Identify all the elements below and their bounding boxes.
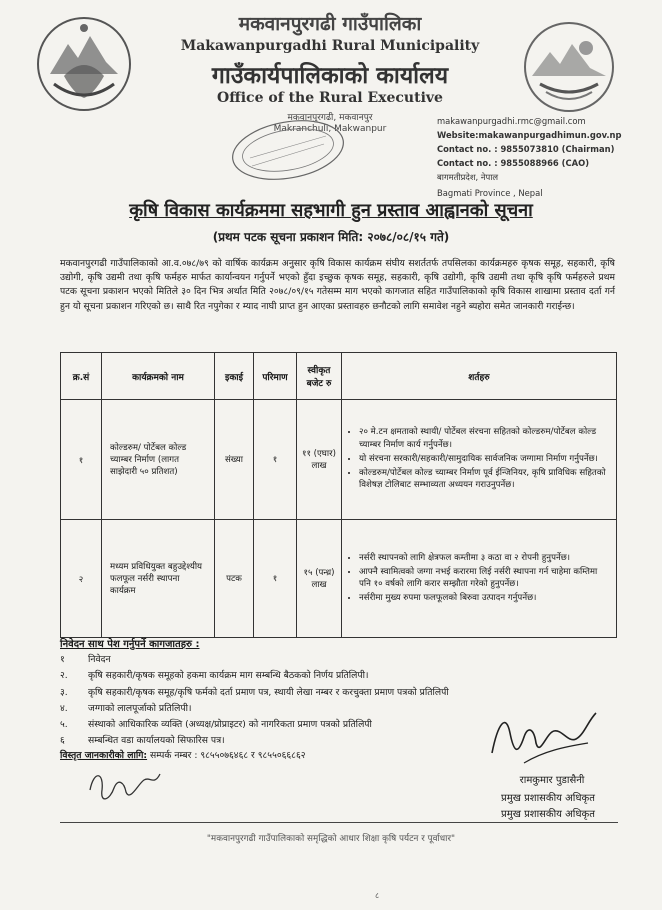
table-header-row: [61, 353, 617, 400]
row-program-name: कोल्डरुम/ पोर्टेबल कोल्ड च्याम्बर निर्माण (लागत साझेदारी ५० प्रतिशत): [102, 400, 215, 520]
item-number: २.: [60, 670, 68, 682]
item-number: ३.: [60, 686, 68, 698]
contact-website[interactable]: Website:makawanpurgadhimun.gov.np: [437, 130, 622, 140]
row-quantity: १: [254, 520, 297, 638]
item-number: १: [60, 654, 65, 665]
condition-item: • कोल्डरुम/पोर्टेबल कोल्ड च्याम्बर निर्माण पूर्व ईन्जिनियर, कृषि प्राविधिक सहितको विशेषज्ञ टोलिबाट सम्भाव्यता अध्ययन गराउनुपर्नेछ।: [359, 467, 611, 491]
condition-item: • नर्सरी स्थापनको लागि क्षेत्रफल कम्तीमा ३ कठा वा २ रोपनी हुनुपर्नेछ।: [359, 552, 611, 564]
header-conditions: शर्तहरु: [342, 353, 617, 400]
list-item: [60, 685, 620, 701]
documents-heading: निवेदन साथ पेश गर्नुपर्ने कागजातहरु :: [60, 639, 200, 650]
location-np: मकवानपुरगढी, मकवानपुर: [287, 113, 373, 123]
row-unit: पटक: [215, 520, 254, 638]
province-en: Bagmati Province , Nepal: [437, 188, 543, 198]
item-text: जग्गाको लालपूर्जाको प्रतिलिपी।: [88, 702, 192, 714]
table-row: [61, 400, 617, 520]
office-name-np: गाउँकार्यपालिकाको कार्यालय: [211, 63, 449, 89]
footer-divider: [60, 822, 618, 823]
header-unit: इकाई: [215, 353, 254, 400]
more-info-contacts: सम्पर्क नम्बर : ९८५५०७६४६८ र ९८५५०६६८६२: [147, 750, 306, 761]
row-budget: ११ (एघार) लाख: [297, 400, 342, 520]
contact-email[interactable]: makawanpurgadhi.rmc@gmail.com: [437, 116, 586, 126]
nepal-emblem-logo: [34, 14, 134, 114]
notice-subtitle: (प्रथम पटक सूचना प्रकाशन मिति: २०७८/०८/१५ गते): [212, 230, 450, 244]
footer-slogan: "मकवानपुरगढी गाउँपालिकाको समृद्धिको आधार शिक्षा कृषि पर्यटन र पूर्वाधार": [206, 834, 456, 844]
item-text: कृषि सहकारी/कृषक समूहको हकमा कार्यक्रम माग सम्बन्धि बैठकको निर्णय प्रतिलिपी।: [88, 670, 369, 682]
row-conditions: [342, 400, 617, 520]
item-text: सम्बन्धित वडा कार्यालयको सिफारिस पत्र।: [88, 735, 225, 747]
page-mark: ८: [375, 891, 380, 900]
row-sn: १: [61, 400, 102, 520]
condition-item: • यो संरचना सरकारी/सहकारी/सामुदायिक सार्वजनिक जग्गामा निर्माण गर्नुपर्नेछ।: [359, 453, 611, 465]
row-budget: १५ (पन्ध्र) लाख: [297, 520, 342, 638]
signatory-post: प्रमुख प्रशासकीय अधिकृत: [501, 793, 595, 804]
contact-phone-cao: Contact no. : 9855088966 (CAO): [437, 158, 590, 168]
row-unit: संख्या: [215, 400, 254, 520]
header-program-name: कार्यक्रमको नाम: [102, 353, 215, 400]
initials-signature: [84, 760, 164, 810]
row-conditions: [342, 520, 617, 638]
header-sn: क्र.सं: [61, 353, 102, 400]
row-quantity: १: [254, 400, 297, 520]
municipality-name-np: मकवानपुरगढी गाउँपालिका: [238, 13, 422, 35]
more-info-label: विस्तृत जानकारीको लागि:: [60, 750, 148, 761]
municipality-name-en: Makawanpurgadhi Rural Municipality: [180, 38, 480, 54]
notice-title: कृषि विकास कार्यक्रममा सहभागी हुन प्रस्ताव आह्वानको सूचना: [129, 200, 533, 221]
program-table: [60, 352, 617, 638]
officer-signature: [484, 703, 604, 773]
row-program-name: मध्यम प्रविधियुक्त बहुउद्देश्यीय फलफूल नर्सरी स्थापना कार्यक्रम: [102, 520, 215, 638]
item-number: ५.: [60, 719, 68, 731]
signatory-name: रामकुमार पुडासैनी: [519, 775, 585, 786]
item-number: ४.: [60, 702, 68, 714]
signatory-post-repeat: प्रमुख प्रशासकीय अधिकृत: [501, 809, 595, 820]
condition-item: • नर्सरीमा मुख्य रुपमा फलफूलको बिरुवा उत्पादन गर्नुपर्नेछ।: [359, 592, 611, 604]
list-item: [60, 652, 620, 668]
item-number: ६: [60, 735, 65, 747]
location-en: Makranchuli, Makwanpur: [273, 124, 387, 134]
header-quantity: परिमाण: [254, 353, 297, 400]
item-text: कृषि सहकारी/कृषक समूह/कृषि फर्मको दर्ता प्रमाण पत्र, स्थायी लेखा नम्बर र करचुक्ता प्रमाण पत्रको प्रतिलिपी: [88, 686, 449, 698]
office-stamp: [228, 118, 348, 182]
item-text: संस्थाको आधिकारिक व्यक्ति (अध्यक्ष/प्रोप्राइटर) को नागरिकता प्रमाण पत्रको प्रतिलिपी: [88, 719, 372, 731]
condition-item: • २० मे.टन क्षमताको स्थायी/ पोर्टेबल संरचना सहितको कोल्डरुम/पोर्टेबल कोल्ड च्याम्बर निर्माण कार्य गर्नुपर्नेछ।: [359, 426, 611, 450]
contact-phone-chairman: Contact no. : 9855073810 (Chairman): [437, 144, 615, 154]
list-item: [60, 668, 620, 684]
header-budget: स्वीकृत बजेट रु: [297, 353, 342, 400]
condition-item: • आफ्नै स्वामित्वको जग्गा नभई करारमा लिई नर्सरी स्थापना गर्न चाहेमा कम्तिमा पनि १० वर्षको लागि करार सम्झौता गरेको हुनुपर्नेछ।: [359, 566, 611, 590]
province-np: बागमतीप्रदेश, नेपाल: [437, 172, 499, 182]
tourism-logo: [520, 18, 618, 116]
table-row: [61, 520, 617, 638]
notice-body: मकवानपुरगढी गाउँपालिकाको आ.व.०७८/७९ को वार्षिक कार्यक्रम अनुसार कृषि विकास कार्यक्रम संघीय सशर्ततर्फ तपसिलका कार्यक्रमहरु कृषक समूह, सहकारी, कृषि उद्योगी, कृषि उद्यमी तथा कृषि फर्महरु मार्फत कार्यान्वयन गर्नुपर्ने भएको हुँदा इच्छुक कृषक समूह, सहकारी, कृषि उद्योगी, कृषि उद्यमी तथा कृषि कृषि फर्महरुले प्रथम पटक सूचना प्रकाशन भएको मितिले ३० दिन भित्र अर्थात मिति २०७८/०९/१५ गतेसम्म माग भएको कागजात सहित गाउँपालिकाको कृषि विकास शाखामा प्रस्ताव दर्ता गर्न हुन यो सूचना प्रकाशन गरिएको छ। साथै रित नपुगेका र म्याद नाघी प्राप्त हुन आएका प्रस्तावहरु छनौटको लागि समावेश नहुने ब्यहोरा समेत जानकारी गराईन्छ।: [60, 258, 615, 312]
office-name-en: Office of the Rural Executive: [217, 90, 443, 106]
item-text: निवेदन: [88, 654, 111, 665]
row-sn: २: [61, 520, 102, 638]
